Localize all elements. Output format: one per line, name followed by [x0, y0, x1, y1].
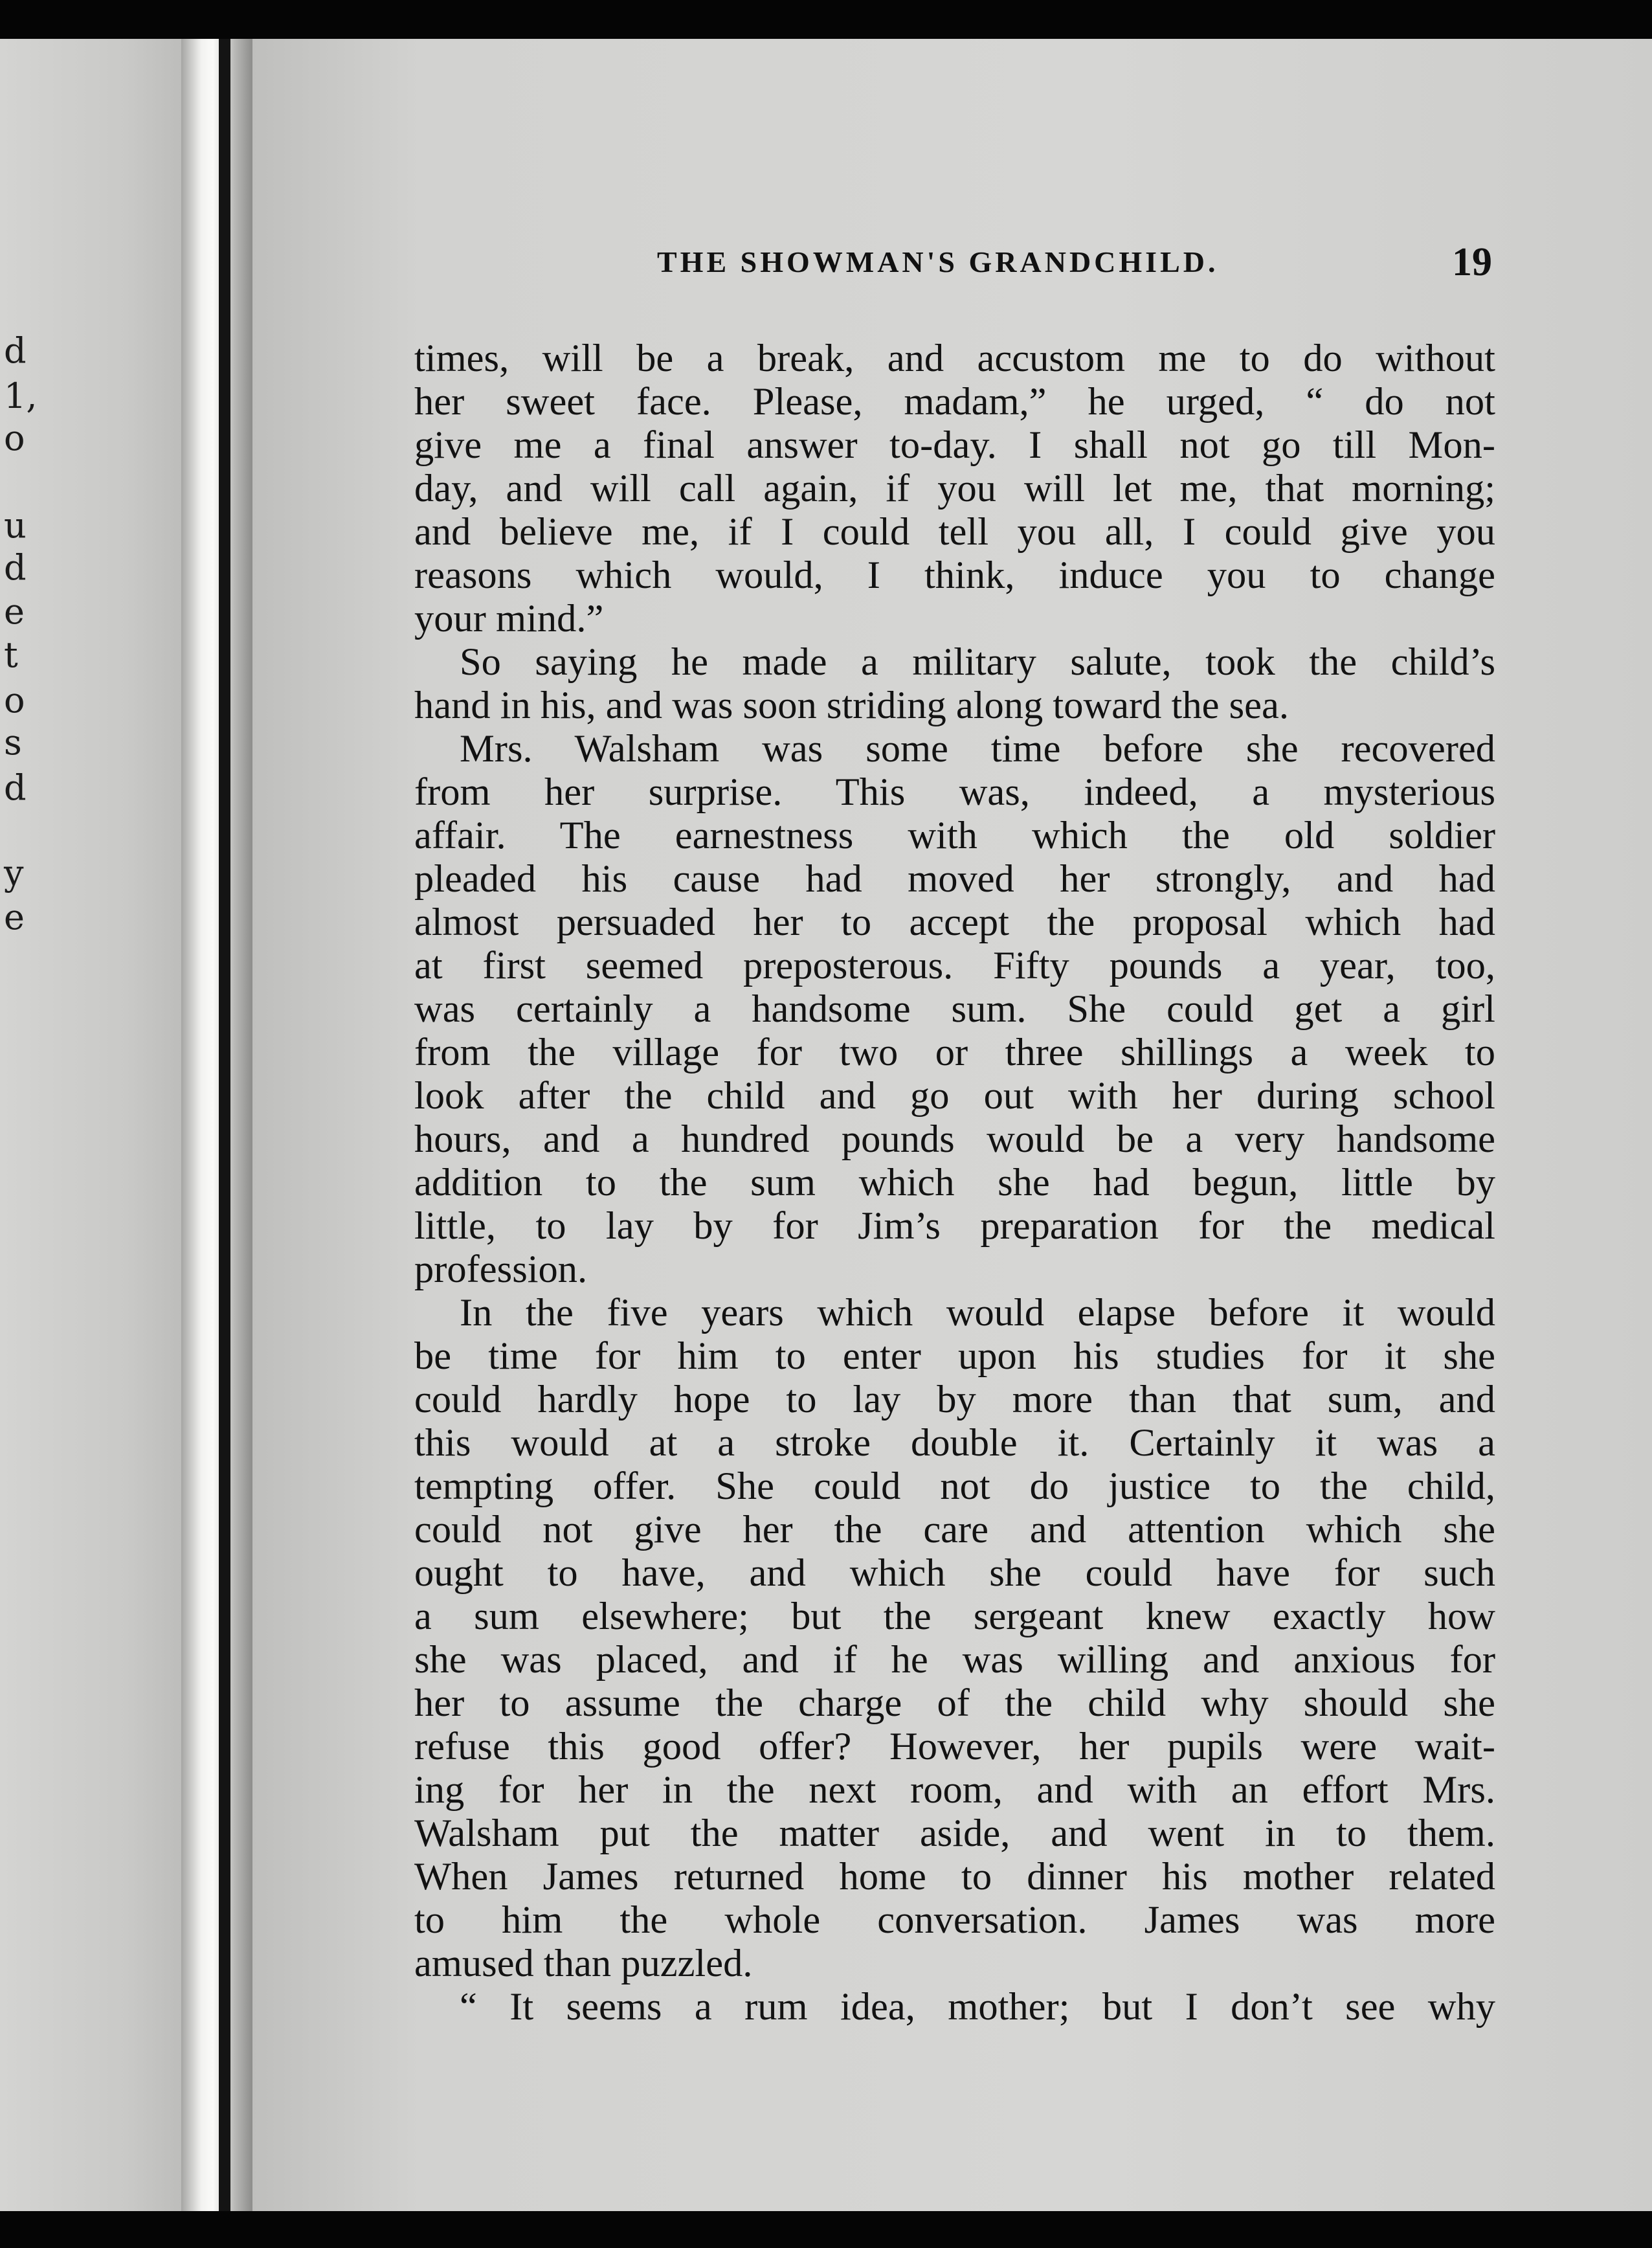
text-line: hours, and a hundred pounds would be a very handsome	[414, 1118, 1495, 1161]
text-line: Walsham put the matter aside, and went in to them.	[414, 1812, 1495, 1855]
text-line: In the five years which would elapse before it would	[460, 1291, 1495, 1334]
left-page-fragment: s	[4, 722, 22, 763]
left-page-edge	[0, 39, 181, 2211]
text-line: at first seemed preposterous. Fifty pounds a year, too,	[414, 944, 1495, 987]
page-number: 19	[1452, 240, 1492, 284]
text-line: her to assume the charge of the child why should she	[414, 1681, 1495, 1725]
text-line: addition to the sum which she had begun, little by	[414, 1161, 1495, 1204]
text-line: day, and will call again, if you will let me, that morning;	[414, 467, 1495, 510]
text-line: hand in his, and was soon striding along toward the sea.	[414, 684, 1289, 727]
text-line: ing for her in the next room, and with an effort Mrs.	[414, 1768, 1495, 1812]
text-line: refuse this good offer? However, her pupils were wait-	[414, 1725, 1495, 1768]
text-line: affair. The earnestness with which the old soldier	[414, 814, 1495, 857]
text-line: reasons which would, I think, induce you to change	[414, 554, 1495, 597]
body-text	[414, 337, 1495, 2029]
text-line: So saying he made a military salute, took the child’s	[460, 640, 1495, 684]
text-line: this would at a stroke double it. Certainly it was a	[414, 1421, 1495, 1465]
text-line: little, to lay by for Jim’s preparation for the medical	[414, 1204, 1495, 1248]
text-line: times, will be a break, and accustom me to do without	[414, 337, 1495, 380]
running-title: THE SHOWMAN'S GRANDCHILD.	[657, 245, 1219, 278]
left-page-fragment: d	[4, 767, 27, 808]
text-line: pleaded his cause had moved her strongly, and had	[414, 857, 1495, 901]
text-line: profession.	[414, 1248, 588, 1291]
running-head	[405, 240, 1492, 297]
book-gutter	[181, 39, 252, 2211]
text-line: could not give her the care and attention which she	[414, 1508, 1495, 1551]
left-page-fragment: o	[4, 418, 25, 458]
text-line: amused than puzzled.	[414, 1942, 753, 1985]
text-line: and believe me, if I could tell you all, I could give you	[414, 510, 1495, 554]
text-line: look after the child and go out with her during school	[414, 1074, 1495, 1118]
text-line: she was placed, and if he was willing and anxious for	[414, 1638, 1495, 1681]
left-page-fragment: o	[4, 680, 25, 721]
text-line: “ It seems a rum idea, mother; but I don’t see why	[460, 1985, 1495, 2029]
left-page-fragment: u	[4, 505, 27, 546]
text-line: almost persuaded her to accept the proposal which had	[414, 901, 1495, 944]
text-line: Mrs. Walsham was some time before she recovered	[460, 727, 1495, 770]
text-line: give me a final answer to-day. I shall not go till Mon-	[414, 423, 1495, 467]
text-line: When James returned home to dinner his mother related	[414, 1855, 1495, 1898]
text-line: was certainly a handsome sum. She could get a girl	[414, 987, 1495, 1031]
text-line: her sweet face. Please, madam,” he urged, “ do not	[414, 380, 1495, 423]
left-page-fragment: d	[4, 330, 27, 371]
gutter-shadow	[219, 39, 230, 2211]
text-line: from her surprise. This was, indeed, a mysterious	[414, 770, 1495, 814]
text-line: ought to have, and which she could have for such	[414, 1551, 1495, 1595]
left-page-fragment: 1,	[4, 376, 38, 416]
text-line: a sum elsewhere; but the sergeant knew exactly how	[414, 1595, 1495, 1638]
left-page-fragment: t	[4, 635, 18, 675]
text-line: tempting offer. She could not do justice to the child,	[414, 1465, 1495, 1508]
left-page-fragment: e	[4, 591, 25, 632]
text-line: to him the whole conversation. James was more	[414, 1898, 1495, 1942]
text-line: be time for him to enter upon his studies for it she	[414, 1334, 1495, 1378]
left-page-fragment: e	[4, 897, 25, 938]
scanned-spread	[0, 39, 1652, 2211]
text-line: your mind.”	[414, 597, 604, 640]
left-page-fragment: y	[4, 853, 24, 894]
left-page-fragment: d	[4, 547, 27, 588]
text-line: could hardly hope to lay by more than that sum, and	[414, 1378, 1495, 1421]
text-line: from the village for two or three shillings a week to	[414, 1031, 1495, 1074]
